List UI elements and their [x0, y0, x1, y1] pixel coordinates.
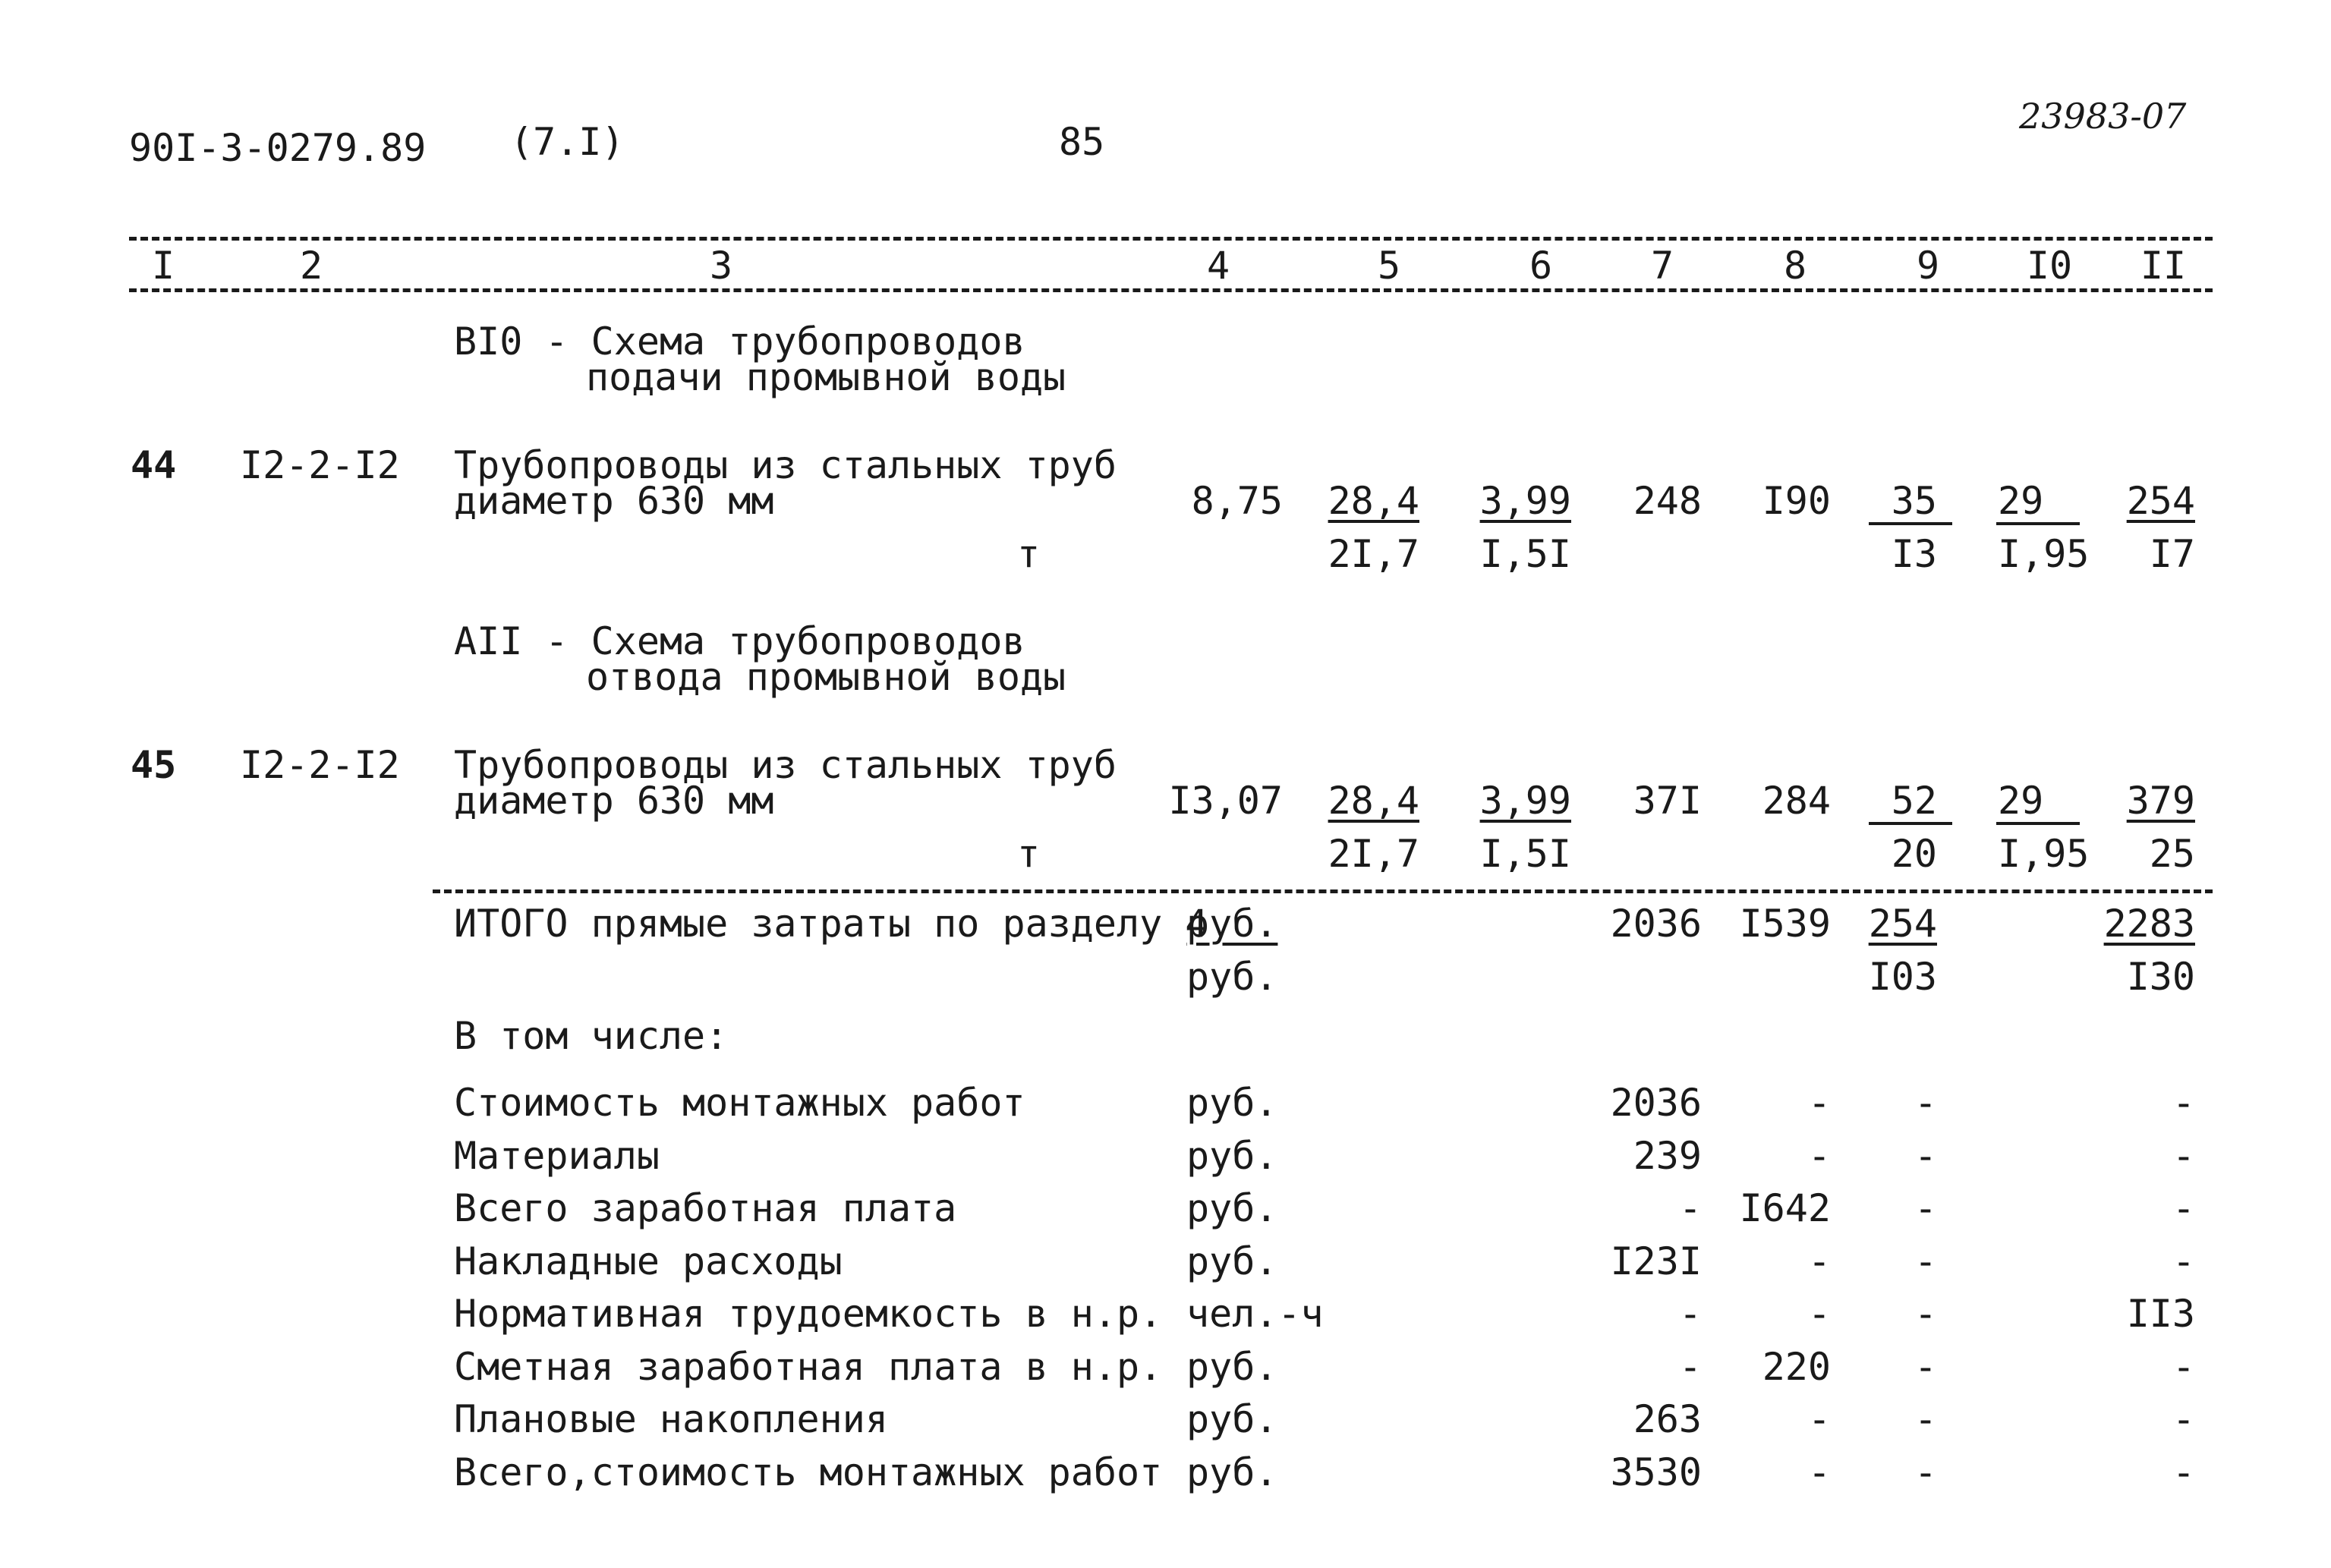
breakdown-col8: -: [1807, 1292, 1831, 1336]
inventory-number: 23983-07: [2019, 96, 2187, 137]
breakdown-col8: -: [1807, 1081, 1831, 1125]
breakdown-label: Сметная заработная плата в н.р.: [454, 1345, 1163, 1389]
column-header-1: I: [151, 244, 175, 288]
breakdown-col11: -: [2172, 1186, 2195, 1230]
section-b10-title: BI0 - Схема трубопроводов: [454, 320, 1025, 364]
breakdown-unit: руб.: [1186, 1081, 1278, 1125]
unit: т: [1017, 832, 1041, 876]
breakdown-col7: 239: [1633, 1134, 1702, 1178]
breakdown-col7: 3530: [1610, 1450, 1702, 1494]
rate-code: I2-2-I2: [240, 743, 400, 787]
col11-top: 379: [2126, 779, 2195, 823]
col8: I90: [1762, 479, 1831, 523]
column-header-8: 8: [1783, 244, 1807, 288]
work-description: Трубопроводы из стальных труб: [454, 743, 1117, 787]
unit: т: [1017, 532, 1041, 576]
column-header-10: I0: [2026, 244, 2073, 288]
breakdown-col11: -: [2172, 1345, 2195, 1389]
section-b10-subtitle: подачи промывной воды: [586, 355, 1066, 399]
breakdown-label: Всего заработная плата: [454, 1186, 957, 1230]
column-header-4: 4: [1206, 244, 1230, 288]
breakdown-label: Материалы: [454, 1134, 660, 1178]
breakdown-col9: -: [1914, 1081, 1937, 1125]
breakdown-col8: -: [1807, 1134, 1831, 1178]
row-number: 45: [131, 743, 177, 787]
column-header-2: 2: [299, 244, 323, 288]
including-label: В том числе:: [454, 1014, 729, 1058]
breakdown-col7: I23I: [1610, 1239, 1702, 1283]
total-separator-rule: [433, 889, 2213, 893]
work-description-2: диаметр 630 мм: [454, 479, 774, 523]
col5-bottom: 2I,7: [1328, 532, 1419, 576]
work-description: Трубопроводы из стальных труб: [454, 443, 1117, 487]
breakdown-col9: -: [1914, 1450, 1937, 1494]
breakdown-col11: II3: [2126, 1292, 2195, 1336]
col7: 37I: [1633, 779, 1702, 823]
breakdown-col9: -: [1914, 1239, 1937, 1283]
col11-bottom: I7: [2149, 532, 2195, 576]
col10-bottom: I,95: [1998, 532, 2090, 576]
col6-top: 3,99: [1479, 779, 1571, 823]
breakdown-unit: чел.-ч: [1186, 1292, 1324, 1336]
breakdown-col8: -: [1807, 1239, 1831, 1283]
column-header-7: 7: [1650, 244, 1674, 288]
col5-top: 28,4: [1328, 779, 1419, 823]
breakdown-col9: -: [1914, 1134, 1937, 1178]
col9-top: 52: [1891, 779, 1937, 823]
total-col11-bottom: I30: [2126, 955, 2195, 999]
breakdown-col8: -: [1807, 1397, 1831, 1441]
col5-top: 28,4: [1328, 479, 1419, 523]
album-number: (7.I): [510, 120, 625, 164]
quantity: 8,75: [1191, 479, 1283, 523]
total-unit-top: руб.: [1186, 902, 1278, 946]
breakdown-unit: руб.: [1186, 1134, 1278, 1178]
col7: 248: [1633, 479, 1702, 523]
page-number: 85: [1059, 120, 1105, 164]
section-a11-subtitle: отвода промывной воды: [586, 655, 1066, 699]
total-col11-top: 2283: [2103, 902, 2195, 946]
rate-code: I2-2-I2: [240, 443, 400, 487]
col6-top: 3,99: [1479, 479, 1571, 523]
col9-top: 35: [1891, 479, 1937, 523]
breakdown-unit: руб.: [1186, 1345, 1278, 1389]
col9-bottom: 20: [1891, 832, 1937, 876]
col11-top: 254: [2126, 479, 2195, 523]
header-rule-bottom: [129, 288, 2213, 292]
breakdown-label: Нормативная трудоемкость в н.р.: [454, 1292, 1163, 1336]
col10-bottom: I,95: [1998, 832, 2090, 876]
breakdown-col7: -: [1678, 1186, 1702, 1230]
breakdown-unit: руб.: [1186, 1450, 1278, 1494]
breakdown-unit: руб.: [1186, 1397, 1278, 1441]
column-header-3: 3: [709, 244, 733, 288]
breakdown-col8: 220: [1762, 1345, 1831, 1389]
breakdown-col7: -: [1678, 1292, 1702, 1336]
total-col9-bottom: I03: [1868, 955, 1937, 999]
column-header-9: 9: [1916, 244, 1940, 288]
total-col7: 2036: [1610, 902, 1702, 946]
col9-bottom: I3: [1891, 532, 1937, 576]
breakdown-col9: -: [1914, 1345, 1937, 1389]
col10-top: 29: [1998, 779, 2044, 823]
section-a11-title: AII - Схема трубопроводов: [454, 619, 1025, 663]
breakdown-col9: -: [1914, 1186, 1937, 1230]
quantity: I3,07: [1168, 779, 1283, 823]
col11-bottom: 25: [2149, 832, 2195, 876]
total-unit-bottom: руб.: [1186, 955, 1278, 999]
document-code: 90I-3-0279.89: [129, 126, 427, 170]
breakdown-col11: -: [2172, 1239, 2195, 1283]
column-header-6: 6: [1529, 244, 1553, 288]
total-col8: I539: [1739, 902, 1831, 946]
breakdown-col11: -: [2172, 1134, 2195, 1178]
breakdown-label: Накладные расходы: [454, 1239, 843, 1283]
col6-bottom: I,5I: [1479, 532, 1571, 576]
col5-bottom: 2I,7: [1328, 832, 1419, 876]
breakdown-col11: -: [2172, 1397, 2195, 1441]
total-label: ИТОГО прямые затраты по разделу 4: [454, 902, 1208, 946]
breakdown-label: Стоимость монтажных работ: [454, 1081, 1025, 1125]
breakdown-col11: -: [2172, 1450, 2195, 1494]
col6-bottom: I,5I: [1479, 832, 1571, 876]
header-rule-top: [129, 237, 2213, 241]
breakdown-unit: руб.: [1186, 1186, 1278, 1230]
breakdown-col8: I642: [1739, 1186, 1831, 1230]
column-header-5: 5: [1377, 244, 1401, 288]
total-col9-top: 254: [1868, 902, 1937, 946]
breakdown-col9: -: [1914, 1292, 1937, 1336]
breakdown-col7: -: [1678, 1345, 1702, 1389]
col8: 284: [1762, 779, 1831, 823]
col10-top: 29: [1998, 479, 2044, 523]
column-header-11: II: [2140, 244, 2187, 288]
breakdown-col9: -: [1914, 1397, 1937, 1441]
breakdown-label: Плановые накопления: [454, 1397, 888, 1441]
breakdown-label: Всего,стоимость монтажных работ: [454, 1450, 1163, 1494]
breakdown-col8: -: [1807, 1450, 1831, 1494]
row-number: 44: [131, 443, 177, 487]
breakdown-col7: 2036: [1610, 1081, 1702, 1125]
breakdown-unit: руб.: [1186, 1239, 1278, 1283]
breakdown-col7: 263: [1633, 1397, 1702, 1441]
work-description-2: диаметр 630 мм: [454, 779, 774, 823]
breakdown-col11: -: [2172, 1081, 2195, 1125]
